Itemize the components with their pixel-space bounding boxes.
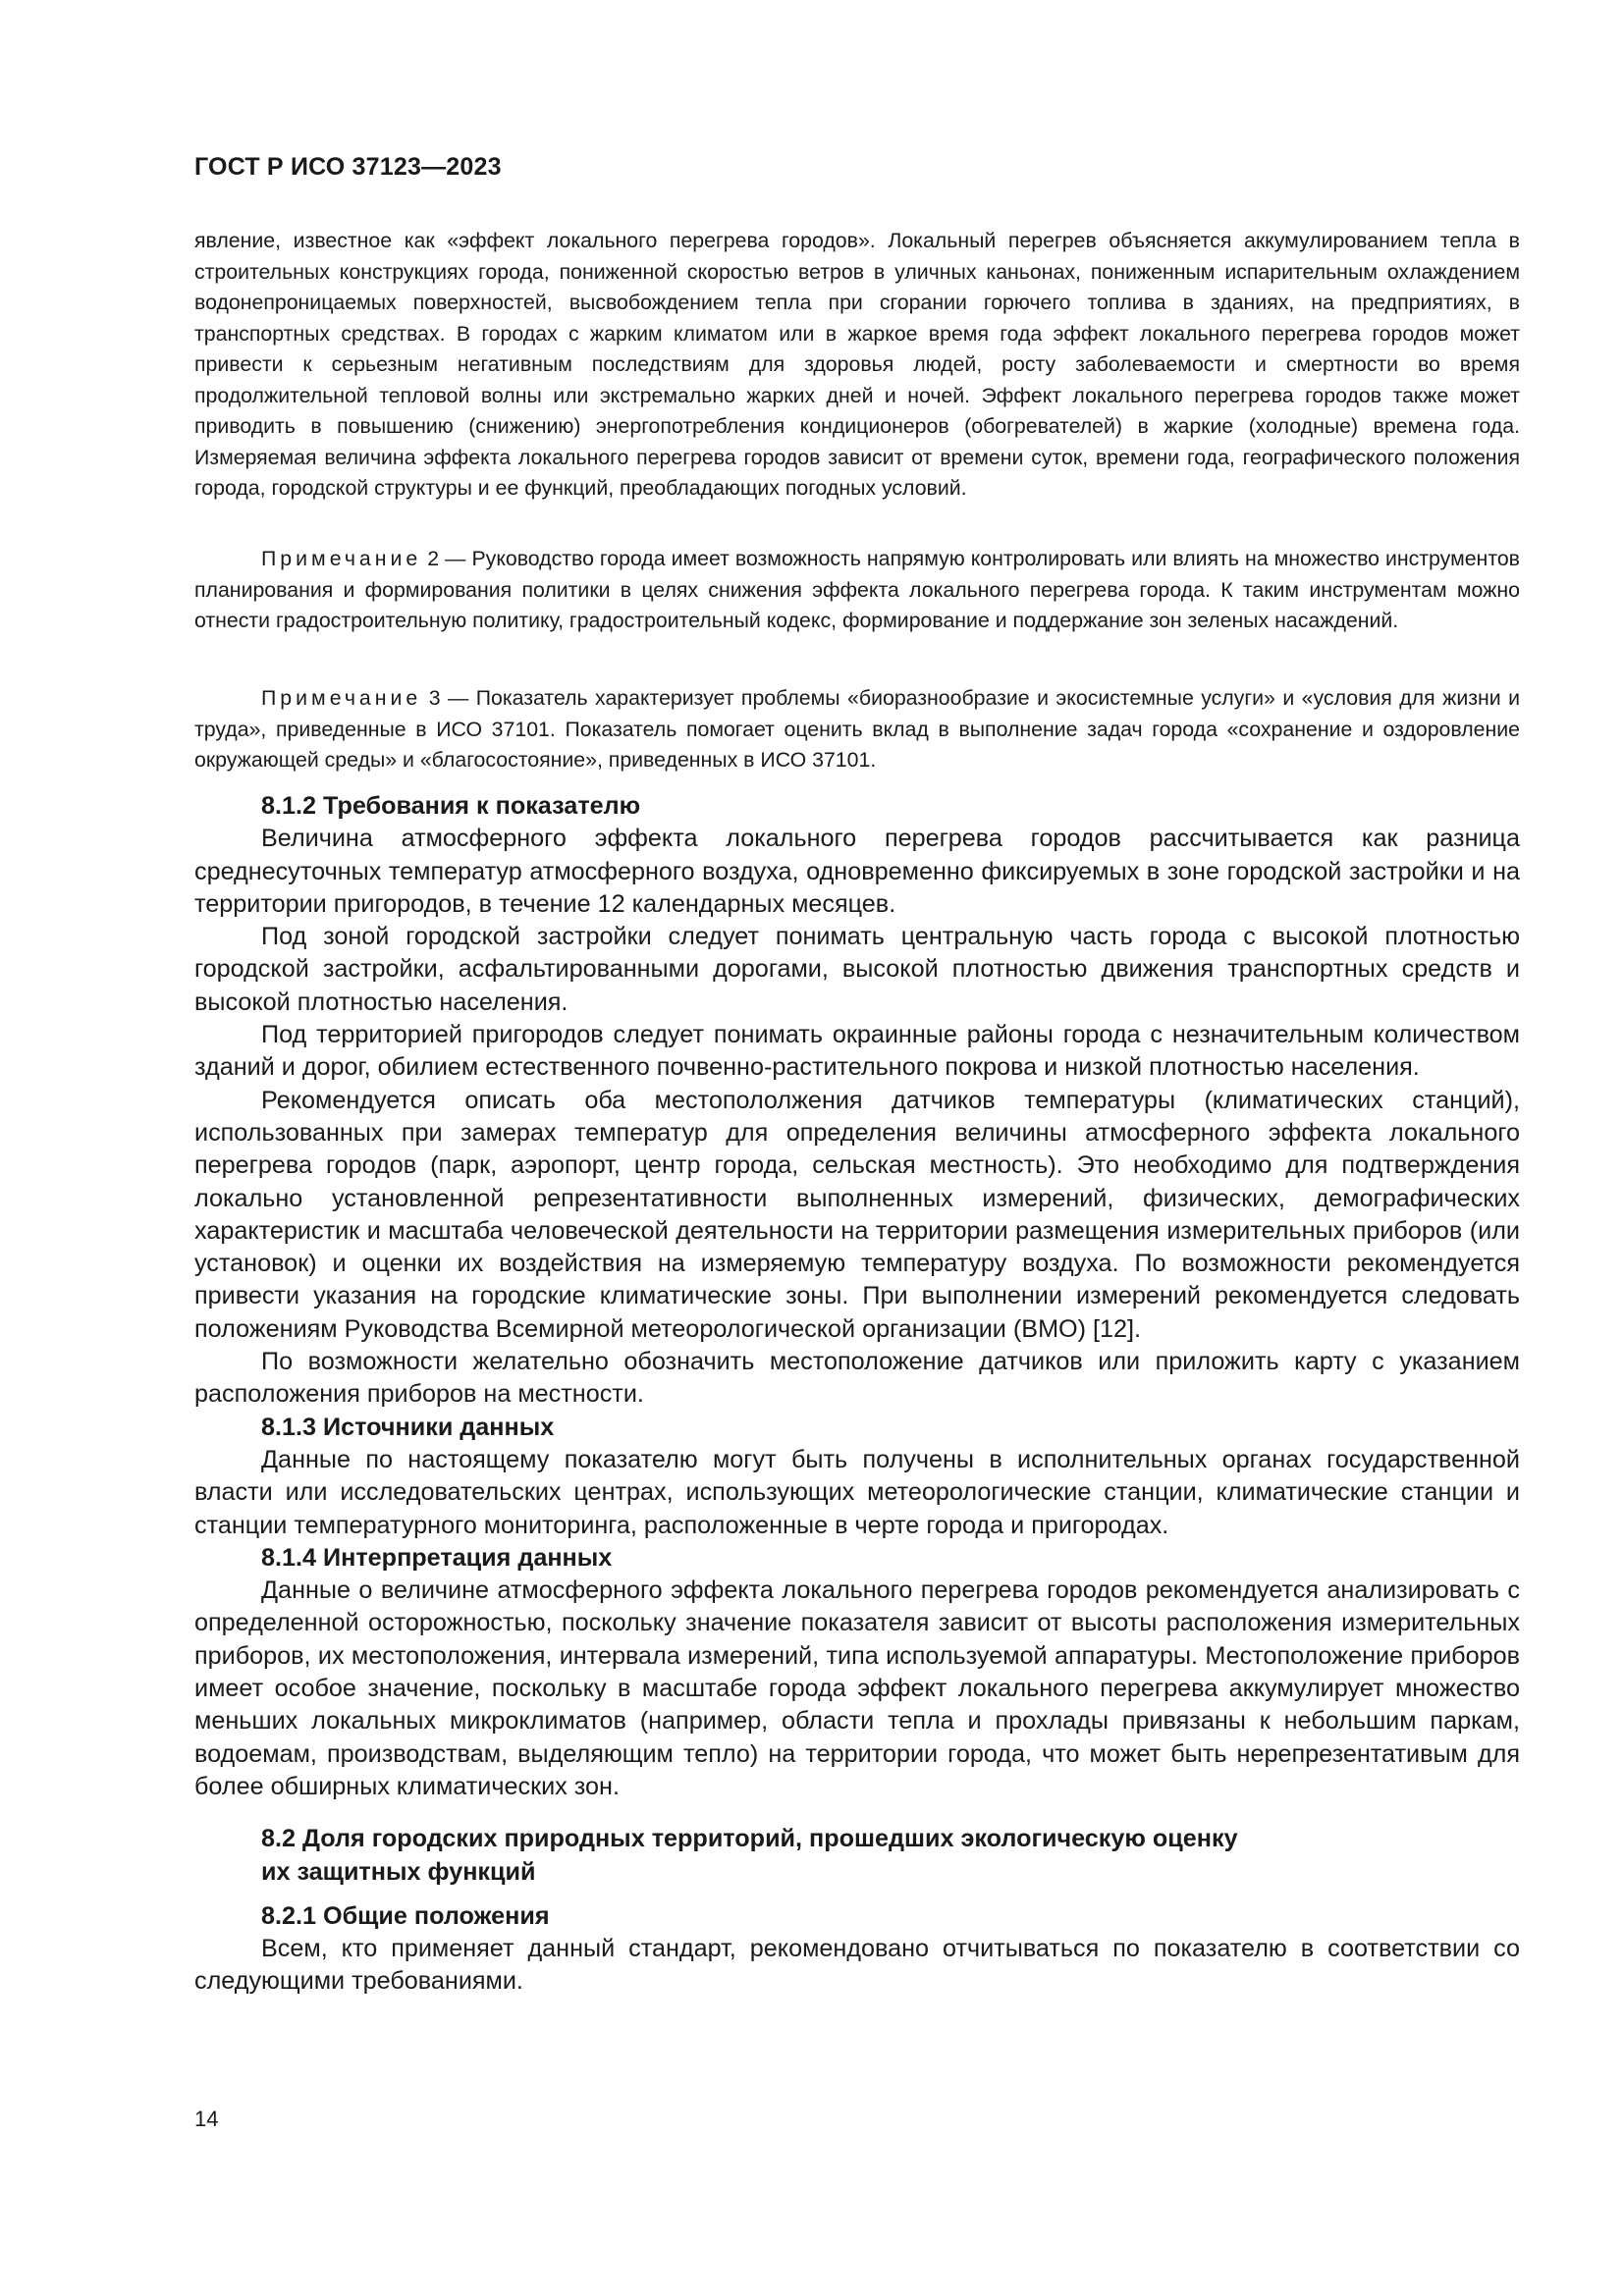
section-8-1-2-paragraph: Под зоной городской застройки следует понимать центральную часть города с высокой плотностью городской застройки, асфальтированными дорогами, высокой плотностью движения транспортных средств и высокой плотностью населения. (194, 923, 1520, 1016)
section-8-2-1-paragraph: Всем, кто применяет данный стандарт, рекомендовано отчитываться по показателю в соответствии со следующими требованиями. (194, 1935, 1520, 1996)
note-2 (194, 544, 1520, 637)
page-header-title: ГОСТ Р ИСО 37123—2023 (194, 153, 502, 181)
section-8-1-3-paragraph: Данные по настоящему показателю могут быть получены в исполнительных органах государственной власти или исследовательских центрах, использующих метеорологические станции, климатические станции и станции температурного мониторинга, расположенные в черте города и пригородах. (194, 1445, 1520, 1539)
section-8-1-2-paragraph: По возможности желательно обозначить местоположение датчиков или приложить карту с указанием расположения приборов на местности. (194, 1348, 1520, 1409)
note-3-label: Примечание (261, 686, 422, 710)
note-3-text: 3 — Показатель характеризует проблемы «биоразнообразие и экосистемные услуги» и «условия для жизни и труда», приведенные в ИСО 37101. Показатель помогает оценить вклад в выполнение задач города «сохранение и оздоровление окружающей среды» и «благосостояние», приведенных в ИСО 37101. (194, 686, 1520, 772)
section-8-1-3-heading: 8.1.3 Источники данных (261, 1413, 555, 1441)
section-8-2-1-heading: 8.2.1 Общие положения (261, 1901, 550, 1930)
intro-paragraph-block (194, 226, 1520, 505)
note-2-label: Примечание (261, 547, 422, 570)
section-8-2-heading (194, 1823, 1520, 1889)
section-8-1-4-paragraph: Данные о величине атмосферного эффекта локального перегрева городов рекомендуется анализировать с определенной осторожностью, поскольку значение показателя зависит от высоты расположения измерительных приборов, их местоположения, интервала измерений, типа используемой аппаратуры. Местоположение приборов имеет особое значение, поскольку в масштабе города эффект локального перегрева аккумулирует множество меньших локальных микроклиматов (например, области тепла и прохлады привязаны к небольшим паркам, водоемам, производствам, выделяющим тепло) на территории города, что может быть нерепрезентативым для более обширных климатических зон. (194, 1576, 1520, 1800)
section-8-1-2-paragraph: Рекомендуется описать оба местопололжения датчиков температуры (климатических станций), использованных при замерах температур для определения величины атмосферного эффекта локального перегрева городов (парк, аэропорт, центр города, сельская местность). Это необходимо для подтверждения локально установленной репрезентативности выполненных измерений, физических, демографических характеристик и масштаба человеческой деятельности на территории размещения измерительных приборов (или установок) и оценки их воздействия на измеряемую температуру воздуха. По возможности рекомендуется привести указания на городские климатические зоны. При выполнении измерений рекомендуется следовать положениям Руководства Всемирной метеорологической организации (ВМО) [12]. (194, 1086, 1520, 1343)
section-8-1-2-heading: 8.1.2 Требования к показателю (261, 792, 641, 820)
section-8-1-4-heading: 8.1.4 Интерпретация данных (261, 1543, 613, 1572)
note-2-text: 2 — Руководство города имеет возможность напрямую контролировать или влиять на множество инструментов планирования и формирования политики в целях снижения эффекта локального перегрева города. К таким инструментам можно отнести градостроительную политику, градостроительный кодекс, формирование и поддержание зон зеленых насаждений. (194, 547, 1520, 632)
page-number: 14 (194, 2107, 219, 2131)
section-8-1-2-paragraph: Величина атмосферного эффекта локального перегрева городов рассчитывается как разница среднесуточных температур атмосферного воздуха, одновременно фиксируемых в зоне городской застройки и на территории пригородов, в течение 12 календарных месяцев. (194, 825, 1520, 918)
note-3 (194, 683, 1520, 776)
section-8-1-2-paragraph: Под территорией пригородов следует понимать окраинные районы города с незначительным количеством зданий и дорог, обилием естественного почвенно-растительного покрова и низкой плотностью населения. (194, 1021, 1520, 1082)
main-sections (194, 790, 1520, 1999)
section-8-2-heading-line1: 8.2 Доля городских природных территорий, прошедших экологическую оценку (261, 1825, 1238, 1853)
intro-paragraph: явление, известное как «эффект локального перегрева городов». Локальный перегрев объясняется аккумулированием тепла в строительных конструкциях города, пониженной скоростью ветров в уличных каньонах, пониженным испарительным охлаждением водонепроницаемых поверхностей, высвобождением тепла при сгорании горючего топлива в зданиях, на предприятиях, в транспортных средствах. В городах с жарким климатом или в жаркое время года эффект локального перегрева городов может привести к серьезным негативным последствиям для здоровья людей, росту заболеваемости и смертности во время продолжительной тепловой волны или экстремально жарких дней и ночей. Эффект локального перегрева городов также может приводить в повышению (снижению) энергопотребления кондиционеров (обогревателей) в жаркие (холодные) времена года. Измеряемая величина эффекта локального перегрева городов зависит от времени суток, времени года, географического положения города, городской структуры и ее функций, преобладающих погодных условий. (194, 229, 1520, 500)
section-8-2-heading-line2: их защитных функций (261, 1857, 536, 1886)
